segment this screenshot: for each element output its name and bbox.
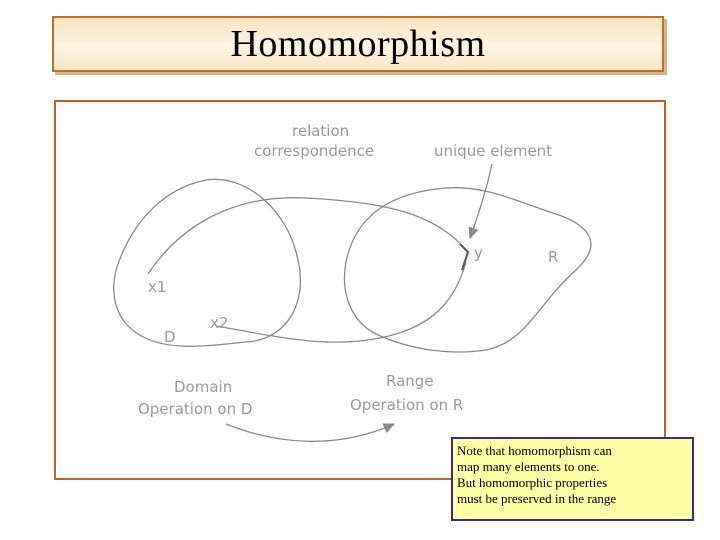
y-element-mark: [460, 244, 468, 270]
operation-on-r-label: Operation on R: [350, 396, 464, 414]
domain-set-outline: [114, 179, 301, 346]
operation-on-d-label: Operation on D: [138, 400, 253, 418]
homomorphism-diagram: [56, 102, 664, 478]
x2-label: x2: [210, 314, 229, 332]
note-line: map many elements to one.: [457, 459, 600, 474]
relation-curve-x1: [148, 198, 466, 274]
note-line: must be preserved in the range: [457, 491, 617, 506]
range-label: Range: [386, 372, 434, 390]
unique-element-label: unique element: [434, 142, 553, 160]
range-set-outline: [344, 188, 590, 352]
diagram-frame: [54, 100, 666, 480]
relation-label: relation: [292, 122, 350, 140]
unique-element-arrow: [470, 164, 492, 238]
note-line: But homomorphic properties: [457, 475, 608, 490]
title-banner: [52, 16, 664, 72]
operation-mapping-arrow: [226, 424, 394, 441]
relation-curve-x2: [216, 262, 466, 342]
note-line: Note that homomorphism can: [457, 443, 612, 458]
y-label: y: [474, 244, 483, 262]
page-title: Homomorphism: [230, 23, 486, 65]
note-callout: [451, 437, 694, 521]
d-label: D: [164, 328, 176, 346]
correspondence-label: correspondence: [254, 142, 375, 160]
domain-label: Domain: [174, 378, 233, 396]
x1-label: x1: [148, 278, 167, 296]
r-label: R: [548, 248, 559, 266]
